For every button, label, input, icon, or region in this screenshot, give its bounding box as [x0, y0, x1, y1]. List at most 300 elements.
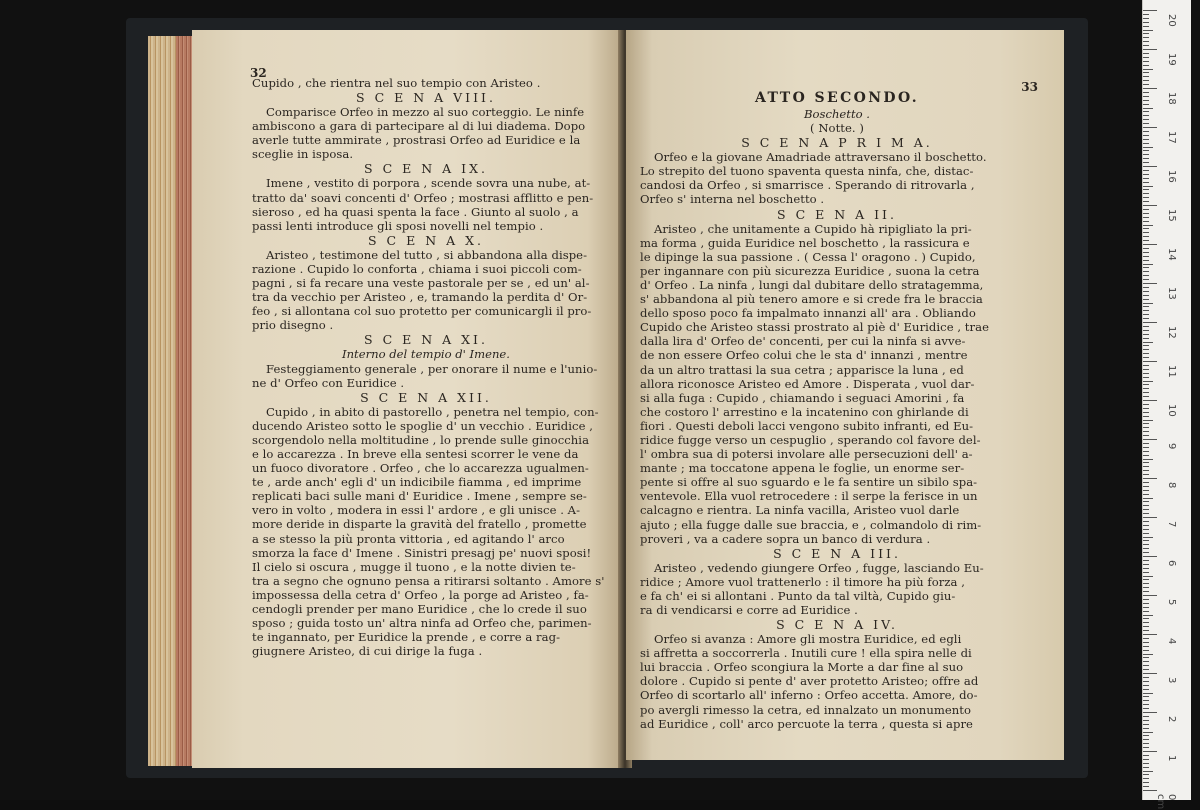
ruler-minor-tick	[1143, 291, 1149, 292]
ruler-minor-tick	[1143, 739, 1149, 740]
ruler-minor-tick	[1143, 96, 1149, 97]
setting-note: ( Notte. )	[810, 121, 864, 136]
ruler-minor-tick	[1143, 248, 1149, 249]
ruler-minor-tick	[1143, 353, 1149, 354]
ruler-minor-tick	[1143, 622, 1149, 623]
text-line: ad Euridice , coll' arco percuote la terra , questa si apre	[640, 716, 973, 731]
ruler-minor-tick	[1143, 447, 1149, 448]
ruler-minor-tick	[1143, 677, 1149, 678]
ruler-label: 16	[1166, 170, 1177, 183]
text-line: de non essere Orfeo colui che le sta d' innanzi , mentre	[640, 348, 968, 363]
ruler-minor-tick	[1143, 451, 1149, 452]
ruler-minor-tick	[1143, 455, 1149, 456]
ruler-label: 17	[1166, 131, 1177, 144]
ruler-minor-tick	[1143, 111, 1149, 112]
text-line: Il cielo si oscura , mugge il tuono , e la notte divien te-	[252, 559, 576, 574]
text-line: pagni , si fa recare una veste pastorale per se , ed un' al-	[252, 276, 590, 291]
ruler-minor-tick	[1143, 388, 1149, 389]
text-line: scorgendolo nella moltitudine , lo prende sulle ginocchia	[252, 432, 590, 447]
scene-heading: S C E N A III.	[773, 545, 901, 561]
ruler-tick	[1143, 751, 1157, 752]
text-line: Cupido , che rientra nel suo tempio con Aristeo .	[252, 76, 541, 90]
ruler-minor-tick	[1143, 778, 1149, 779]
ruler-minor-tick	[1143, 193, 1149, 194]
ruler-minor-tick	[1143, 576, 1153, 577]
ruler-minor-tick	[1143, 509, 1149, 510]
ruler-minor-tick	[1143, 186, 1153, 187]
ruler-minor-tick	[1143, 408, 1149, 409]
text-line: calcagno e rientra. La ninfa vacilla, Aristeo vuol darle	[640, 503, 960, 518]
ruler-minor-tick	[1143, 459, 1153, 460]
ruler-minor-tick	[1143, 143, 1149, 144]
ruler-minor-tick	[1143, 462, 1149, 463]
ruler-minor-tick	[1143, 490, 1149, 491]
ruler-minor-tick	[1143, 521, 1149, 522]
ruler-tick	[1143, 322, 1157, 323]
ruler-label: 5	[1166, 599, 1177, 606]
ruler-minor-tick	[1143, 373, 1149, 374]
ruler-minor-tick	[1143, 774, 1149, 775]
text-line: po avergli rimesso la cetra, ed innalzato un monumento	[640, 702, 972, 717]
ruler-minor-tick	[1143, 435, 1149, 436]
ruler-minor-tick	[1143, 189, 1149, 190]
ruler-minor-tick	[1143, 611, 1149, 612]
ruler-minor-tick	[1143, 41, 1149, 42]
ruler-minor-tick	[1143, 607, 1149, 608]
ruler-minor-tick	[1143, 279, 1149, 280]
paragraph-start: Aristeo , che unitamente a Cupido hà ripigliato la pri-	[654, 221, 972, 236]
ruler-minor-tick	[1143, 599, 1149, 600]
text-line: d' Orfeo . La ninfa , lungi dal dubitare dello stratagemma,	[640, 277, 984, 292]
ruler-minor-tick	[1143, 100, 1149, 101]
ruler-label: 7	[1166, 521, 1177, 528]
ruler-minor-tick	[1143, 260, 1149, 261]
ruler-tick	[1143, 10, 1157, 11]
ruler-minor-tick	[1143, 657, 1149, 658]
ruler-minor-tick	[1143, 685, 1149, 686]
text-line: ma forma , guida Euridice nel boschetto , la rassicura e	[640, 235, 970, 250]
ruler-label: 6	[1166, 560, 1177, 567]
ruler-tick	[1143, 283, 1157, 284]
ruler-minor-tick	[1143, 431, 1149, 432]
ruler-label: 11	[1166, 365, 1177, 378]
ruler-label: 10	[1166, 404, 1177, 417]
ruler-minor-tick	[1143, 626, 1149, 627]
ruler-minor-tick	[1143, 252, 1149, 253]
text-line: s' abbandona al più tenero amore e si crede fra le braccia	[640, 292, 983, 307]
ruler-minor-tick	[1143, 529, 1149, 530]
ruler-minor-tick	[1143, 80, 1149, 81]
ruler-minor-tick	[1143, 182, 1149, 183]
text-line: a se stesso la più pronta vittoria , ed agitando l' arco	[252, 531, 565, 546]
ruler-minor-tick	[1143, 369, 1149, 370]
text-line: razione . Cupido lo conforta , chiama i suoi piccoli com-	[252, 261, 582, 276]
paragraph-start: Aristeo , vedendo giungere Orfeo , fugge, lasciando Eu-	[654, 560, 984, 575]
left-page-number: 32	[250, 66, 267, 80]
ruler-minor-tick	[1143, 342, 1153, 343]
text-line: prio disegno .	[252, 318, 334, 333]
text-line: l' ombra sua di potersi involare alle persecuzioni dell' a-	[640, 447, 973, 462]
ruler-minor-tick	[1143, 221, 1149, 222]
ruler-minor-tick	[1143, 76, 1149, 77]
right-page-number: 33	[1021, 80, 1038, 94]
scene-heading: S C E N A XII.	[360, 389, 492, 405]
scene-heading: S C E N A IV.	[776, 617, 898, 633]
ruler-minor-tick	[1143, 716, 1149, 717]
text-line: vero in volto , modera in essi l' ardore , e gli unisce . A-	[252, 503, 581, 518]
ruler-minor-tick	[1143, 267, 1149, 268]
ruler-tick	[1143, 478, 1157, 479]
ruler-minor-tick	[1143, 474, 1149, 475]
ruler-minor-tick	[1143, 217, 1149, 218]
ruler-minor-tick	[1143, 579, 1149, 580]
ruler-minor-tick	[1143, 681, 1149, 682]
ruler-minor-tick	[1143, 306, 1149, 307]
text-line: ambiscono a gara di partecipare al di lui diadema. Dopo	[252, 119, 586, 134]
text-line: feo , si allontana col suo protetto per comunicargli il pro-	[252, 304, 592, 319]
ruler-minor-tick	[1143, 708, 1149, 709]
text-line: dello sposo poco fa impalmato innanzi all' ara . Obliando	[640, 306, 976, 321]
ruler-minor-tick	[1143, 572, 1149, 573]
ruler-minor-tick	[1143, 57, 1149, 58]
ruler-minor-tick	[1143, 646, 1149, 647]
ruler-tick	[1143, 790, 1157, 791]
ruler-minor-tick	[1143, 14, 1149, 15]
paragraph-start: Orfeo e la giovane Amadriade attraversano il boschetto.	[654, 150, 987, 165]
text-line: dalla lira d' Orfeo de' concenti, per cui la ninfa si avve-	[640, 334, 966, 349]
ruler-minor-tick	[1143, 310, 1149, 311]
ruler-tick	[1143, 556, 1157, 557]
ruler-minor-tick	[1143, 560, 1149, 561]
ruler-minor-tick	[1143, 236, 1149, 237]
ruler-minor-tick	[1143, 139, 1149, 140]
ruler-minor-tick	[1143, 513, 1149, 514]
ruler-label: 19	[1166, 53, 1177, 66]
ruler-minor-tick	[1143, 615, 1153, 616]
setting-heading: Boschetto .	[804, 107, 870, 121]
text-line: smorza la face d' Imene . Sinistri presagj pe' nuovi sposi!	[252, 545, 592, 560]
ruler-minor-tick	[1143, 154, 1149, 155]
ruler-label: 14	[1166, 248, 1177, 261]
ruler-minor-tick	[1143, 720, 1149, 721]
ruler-minor-tick	[1143, 232, 1149, 233]
ruler-label: 13	[1166, 287, 1177, 300]
ruler-minor-tick	[1143, 377, 1149, 378]
ruler-minor-tick	[1143, 412, 1149, 413]
ruler-minor-tick	[1143, 26, 1149, 27]
text-line: ne d' Orfeo con Euridice .	[252, 375, 405, 390]
ruler-minor-tick	[1143, 423, 1149, 424]
ruler-tick	[1143, 673, 1157, 674]
text-line: le dipinge la sua passione . ( Cessa l' oragono . ) Cupido,	[640, 249, 976, 264]
ruler-minor-tick	[1143, 470, 1149, 471]
ruler-minor-tick	[1143, 642, 1149, 643]
text-line: sposo ; guida tosto un' altra ninfa ad Orfeo che, parimen-	[252, 616, 592, 631]
ruler-minor-tick	[1143, 30, 1153, 31]
ruler-minor-tick	[1143, 131, 1149, 132]
ruler-tick	[1143, 127, 1157, 128]
ruler-minor-tick	[1143, 170, 1149, 171]
text-line: ridice fugge verso un cespuglio , sperando col favore del-	[640, 432, 981, 447]
ruler-minor-tick	[1143, 767, 1149, 768]
ruler-tick	[1143, 634, 1157, 635]
ruler-minor-tick	[1143, 587, 1149, 588]
ruler-minor-tick	[1143, 69, 1153, 70]
ruler-minor-tick	[1143, 314, 1149, 315]
ruler-minor-tick	[1143, 330, 1149, 331]
text-line: more deride in disparte la gravità del fratello , promette	[252, 517, 587, 532]
ruler-minor-tick	[1143, 693, 1153, 694]
right-page-text	[640, 107, 1034, 731]
ruler-minor-tick	[1143, 338, 1149, 339]
ruler-minor-tick	[1143, 213, 1149, 214]
text-line: tratto da' soavi concenti d' Orfeo ; mostrasi afflitto e pen-	[252, 190, 594, 205]
text-line: Orfeo di scortarlo all' inferno : Orfeo accetta. Amore, do-	[640, 688, 978, 703]
ruler-minor-tick	[1143, 505, 1149, 506]
ruler-minor-tick	[1143, 345, 1149, 346]
ruler-minor-tick	[1143, 544, 1149, 545]
text-line: impossessa della cetra d' Orfeo , la porge ad Aristeo , fa-	[252, 587, 589, 602]
text-line: giugnere Aristeo, di cui dirige la fuga .	[252, 644, 483, 659]
scene-heading: S C E N A P R I M A.	[741, 135, 933, 151]
text-line: candosi da Orfeo , si smarrisce . Sperando di ritrovarla ,	[640, 178, 975, 193]
ruler-minor-tick	[1143, 357, 1149, 358]
text-line: da un altro trattasi la sua cetra ; apparisce la luna , ed	[640, 362, 964, 377]
ruler-minor-tick	[1143, 396, 1149, 397]
ruler-minor-tick	[1143, 552, 1149, 553]
ruler-minor-tick	[1143, 123, 1149, 124]
ruler-minor-tick	[1143, 759, 1149, 760]
text-line: per ingannare con più sicurezza Euridice , suona la cetra	[640, 263, 980, 278]
text-line: allora riconosce Aristeo ed Amore . Disperata , vuol dar-	[640, 376, 975, 391]
setting-heading: Interno del tempio d' Imene.	[342, 347, 510, 362]
ruler-tick	[1143, 361, 1157, 362]
ruler-minor-tick	[1143, 22, 1149, 23]
ruler-minor-tick	[1143, 65, 1149, 66]
text-line: proveri , va a cadere sopra un banco di verdura .	[640, 531, 931, 546]
ruler-minor-tick	[1143, 533, 1149, 534]
ruler-minor-tick	[1143, 264, 1153, 265]
ruler-label: 9	[1166, 443, 1177, 450]
ruler-minor-tick	[1143, 638, 1149, 639]
ruler-minor-tick	[1143, 349, 1149, 350]
ruler-minor-tick	[1143, 178, 1149, 179]
scene-heading: S C E N A VIII.	[356, 90, 496, 106]
ruler-minor-tick	[1143, 135, 1149, 136]
ruler-minor-tick	[1143, 732, 1153, 733]
ruler-minor-tick	[1143, 427, 1149, 428]
ruler-minor-tick	[1143, 665, 1149, 666]
ruler-minor-tick	[1143, 583, 1149, 584]
ruler-minor-tick	[1143, 537, 1153, 538]
left-page	[192, 30, 622, 768]
ruler-minor-tick	[1143, 299, 1149, 300]
ruler-minor-tick	[1143, 61, 1149, 62]
ruler-minor-tick	[1143, 728, 1149, 729]
ruler-minor-tick	[1143, 591, 1149, 592]
ruler-minor-tick	[1143, 540, 1149, 541]
ruler-minor-tick	[1143, 104, 1149, 105]
ruler-minor-tick	[1143, 704, 1149, 705]
ruler-tick	[1143, 517, 1157, 518]
ruler-label: 20	[1166, 14, 1177, 27]
ruler-minor-tick	[1143, 384, 1149, 385]
ruler-tick	[1143, 49, 1157, 50]
text-line: Lo strepito del tuono spaventa questa ninfa, che, distac-	[640, 164, 974, 179]
ruler-minor-tick	[1143, 45, 1149, 46]
ruler-minor-tick	[1143, 501, 1149, 502]
ruler-minor-tick	[1143, 603, 1149, 604]
ruler-minor-tick	[1143, 275, 1149, 276]
ruler-minor-tick	[1143, 115, 1149, 116]
text-line: ducendo Aristeo sotto le spoglie d' un vecchio . Euridice ,	[252, 418, 593, 433]
right-page	[626, 30, 1064, 760]
text-line: cendogli prender per mano Euridice , che lo crede il suo	[252, 602, 587, 616]
ruler-minor-tick	[1143, 416, 1149, 417]
ruler-minor-tick	[1143, 295, 1149, 296]
ruler-label: 12	[1166, 326, 1177, 339]
text-line: si affretta a soccorrerla . Inutili cure ! ella spira nelle di	[640, 646, 972, 661]
ruler-minor-tick	[1143, 147, 1153, 148]
text-line: pente si offre al suo sguardo e le fa sentire un sibilo spa-	[640, 475, 978, 490]
text-line: averle tutte ammirate , prostrasi Orfeo ad Euridice e la	[252, 133, 581, 148]
text-line: dolore . Cupido si pente d' aver protetto Aristeo; offre ad	[640, 674, 979, 689]
ruler-minor-tick	[1143, 700, 1149, 701]
text-line: replicati baci sulle mani d' Euridice . Imene , sempre se-	[252, 489, 587, 504]
ruler-label: 8	[1166, 482, 1177, 489]
ruler-minor-tick	[1143, 201, 1149, 202]
text-line: sceglie in isposa.	[252, 147, 354, 162]
scene-heading: S C E N A XI.	[364, 332, 488, 348]
ruler-minor-tick	[1143, 763, 1149, 764]
ruler-minor-tick	[1143, 404, 1149, 405]
text-line: fiori . Questi deboli lacci vengono subito infranti, ed Eu-	[640, 418, 974, 433]
left-page-text	[252, 76, 605, 659]
ruler-minor-tick	[1143, 72, 1149, 73]
ruler-minor-tick	[1143, 119, 1149, 120]
ruler-minor-tick	[1143, 618, 1149, 619]
ruler-minor-tick	[1143, 466, 1149, 467]
measuring-ruler	[1142, 0, 1191, 810]
ruler-label: 2	[1166, 716, 1177, 723]
ruler-minor-tick	[1143, 486, 1149, 487]
text-line: sieroso , ed ha quasi spenta la face . Giunto al suolo , a	[252, 204, 579, 219]
scene-heading: S C E N A II.	[777, 206, 897, 222]
paragraph-start: Festeggiamento generale , per onorare il nume e l'unio-	[266, 361, 598, 376]
ruler-minor-tick	[1143, 225, 1153, 226]
text-line: ridice ; Amore vuol trattenerlo : il timore ha più forza ,	[640, 574, 965, 589]
ruler-minor-tick	[1143, 747, 1149, 748]
ruler-minor-tick	[1143, 256, 1149, 257]
ruler-minor-tick	[1143, 303, 1153, 304]
text-line: te ingannato, per Euridice la prende , e corre a rag-	[252, 630, 561, 645]
paragraph-start: Comparisce Orfeo in mezzo al suo corteggio. Le ninfe	[266, 105, 585, 120]
text-line: passi lenti introduce gli sposi novelli nel tempio .	[252, 218, 544, 233]
paragraph-start: Cupido , in abito di pastorello , penetra nel tempio, con-	[266, 404, 599, 419]
ruler-tick	[1143, 88, 1157, 89]
ruler-minor-tick	[1143, 37, 1149, 38]
text-line: e lo accarezza . In breve ella sentesi scorrer le vene da	[252, 446, 579, 461]
ruler-tick	[1143, 595, 1157, 596]
ruler-tick	[1143, 712, 1157, 713]
text-line: lui braccia . Orfeo scongiura la Morte a dar fine al suo	[640, 660, 964, 675]
ruler-label: 15	[1166, 209, 1177, 222]
text-line: e fa ch' ei si allontani . Punto da tal viltà, Cupido giu-	[640, 588, 956, 603]
ruler-label: 3	[1166, 677, 1177, 684]
ruler-minor-tick	[1143, 209, 1149, 210]
ruler-minor-tick	[1143, 162, 1149, 163]
ruler-minor-tick	[1143, 743, 1149, 744]
ruler-minor-tick	[1143, 650, 1149, 651]
ruler-minor-tick	[1143, 108, 1153, 109]
ruler-minor-tick	[1143, 33, 1149, 34]
text-line: Cupido che Aristeo stassi prostrato al piè d' Euridice , trae	[640, 320, 989, 335]
ruler-tick	[1143, 439, 1157, 440]
text-line: mante ; ma toccatone appena le foglie, un enorme ser-	[640, 461, 965, 476]
ruler-minor-tick	[1143, 158, 1149, 159]
ruler-minor-tick	[1143, 782, 1149, 783]
ruler-minor-tick	[1143, 568, 1149, 569]
text-line: ra di vendicarsi e corre ad Euridice .	[640, 603, 858, 617]
ruler-minor-tick	[1143, 365, 1149, 366]
ruler-label: 1	[1166, 755, 1177, 762]
text-line: Orfeo s' interna nel boschetto .	[640, 192, 825, 207]
scene-heading: S C E N A X.	[368, 232, 484, 248]
ruler-label: 0 cm	[1155, 794, 1177, 810]
ruler-minor-tick	[1143, 525, 1149, 526]
ruler-minor-tick	[1143, 240, 1149, 241]
ruler-minor-tick	[1143, 271, 1149, 272]
text-line: si alla fuga : Cupido , chiamando i seguaci Amorini , fa	[640, 390, 965, 405]
ruler-minor-tick	[1143, 228, 1149, 229]
text-line: tra a segno che ognuno pensa a ritirarsi soltanto . Amore s'	[252, 573, 605, 588]
ruler-label: 4	[1166, 638, 1177, 645]
ruler-tick	[1143, 244, 1157, 245]
ruler-minor-tick	[1143, 482, 1149, 483]
ruler-minor-tick	[1143, 318, 1149, 319]
ruler-minor-tick	[1143, 287, 1149, 288]
ruler-minor-tick	[1143, 334, 1149, 335]
text-line: tra da vecchio per Aristeo , e, tramando la perdita d' Or-	[252, 290, 588, 305]
ruler-minor-tick	[1143, 92, 1149, 93]
ruler-minor-tick	[1143, 53, 1149, 54]
ruler-minor-tick	[1143, 724, 1149, 725]
text-line: te , arde anch' egli d' un indicibile fiamma , ed imprime	[252, 475, 582, 490]
ruler-minor-tick	[1143, 689, 1149, 690]
ruler-minor-tick	[1143, 771, 1153, 772]
ruler-tick	[1143, 166, 1157, 167]
ruler-minor-tick	[1143, 669, 1149, 670]
text-line: un fuoco divoratore . Orfeo , che lo accarezza ugualmen-	[252, 461, 589, 476]
ruler-minor-tick	[1143, 755, 1149, 756]
ruler-minor-tick	[1143, 381, 1153, 382]
ruler-minor-tick	[1143, 654, 1153, 655]
ruler-minor-tick	[1143, 326, 1149, 327]
ruler-minor-tick	[1143, 735, 1149, 736]
ruler-tick	[1143, 205, 1157, 206]
text-line: che costoro l' arrestino e la incatenino con ghirlande di	[640, 404, 969, 419]
ruler-minor-tick	[1143, 84, 1149, 85]
ruler-minor-tick	[1143, 696, 1149, 697]
text-line: ventevole. Ella vuol retrocedere : il serpe la ferisce in un	[640, 489, 978, 504]
act-title: ATTO SECONDO.	[754, 90, 919, 106]
ruler-minor-tick	[1143, 197, 1149, 198]
ruler-minor-tick	[1143, 18, 1149, 19]
paragraph-start: Orfeo si avanza : Amore gli mostra Euridice, ed egli	[654, 632, 962, 647]
ruler-label: 18	[1166, 92, 1177, 105]
ruler-minor-tick	[1143, 548, 1149, 549]
ruler-minor-tick	[1143, 786, 1149, 787]
